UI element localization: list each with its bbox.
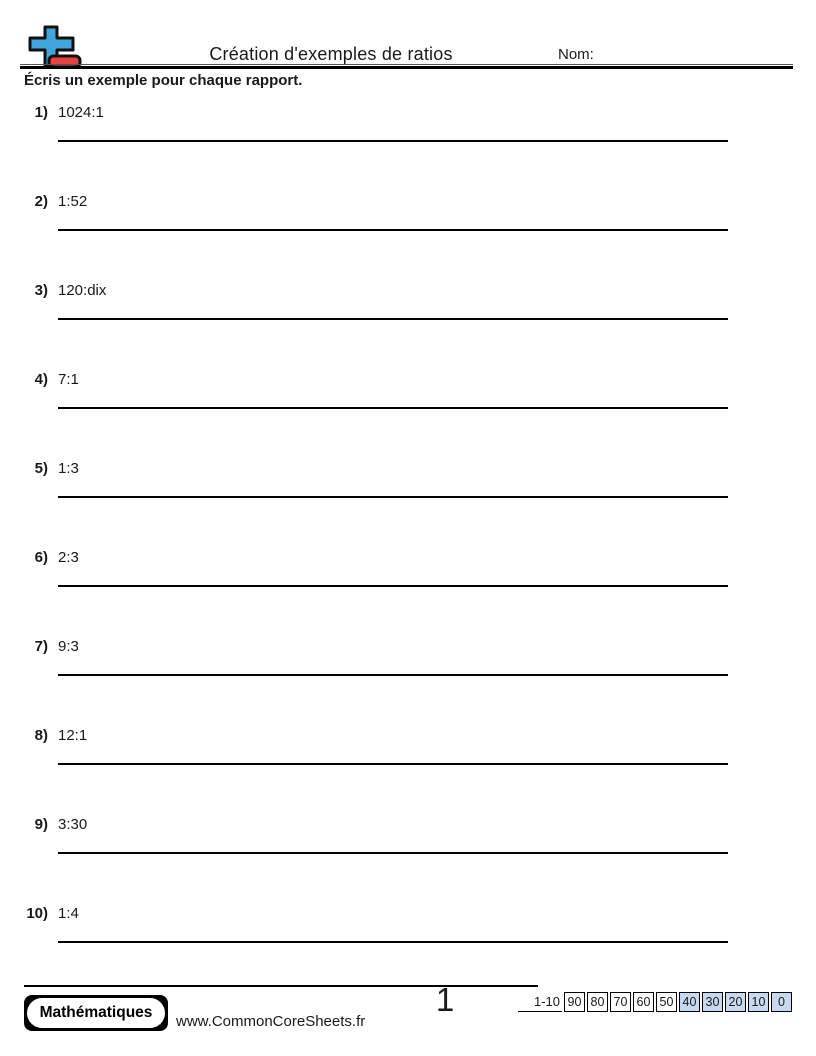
- problem-number: 2): [34, 193, 48, 210]
- problem-10: [0, 905, 816, 965]
- problem-5: [0, 460, 816, 520]
- problem-1: [0, 104, 816, 164]
- answer-line: [58, 407, 728, 409]
- problem-number: 3): [34, 282, 48, 299]
- problem-number: 5): [34, 460, 48, 477]
- answer-line: [58, 674, 728, 676]
- problem-ratio: 3:30: [58, 816, 88, 833]
- score-cell: 0: [771, 992, 792, 1012]
- problem-number: 6): [34, 549, 48, 566]
- problem-number: 8): [34, 727, 48, 744]
- problem-ratio: 9:3: [58, 638, 79, 655]
- problem-number: 9): [34, 816, 48, 833]
- problem-ratio: 1:4: [58, 905, 79, 922]
- problem-number: 1): [34, 104, 48, 121]
- score-cell: 40: [679, 992, 700, 1012]
- answer-line: [58, 852, 728, 854]
- score-range-label: 1-10: [518, 992, 562, 1012]
- score-table: [564, 992, 792, 1012]
- website-url: www.CommonCoreSheets.fr: [176, 1013, 366, 1030]
- score-cell: 50: [656, 992, 677, 1012]
- score-cell: 10: [748, 992, 769, 1012]
- header-rule-thick: [20, 66, 793, 69]
- answer-line: [58, 318, 728, 320]
- problem-ratio: 1:3: [58, 460, 79, 477]
- problem-ratio: 120:dix: [58, 282, 107, 299]
- answer-line: [58, 496, 728, 498]
- subject-badge: [24, 995, 168, 1031]
- problem-4: [0, 371, 816, 431]
- score-cell: 60: [633, 992, 654, 1012]
- problem-ratio: 7:1: [58, 371, 79, 388]
- problem-9: [0, 816, 816, 876]
- problem-8: [0, 727, 816, 787]
- page-number: 1: [435, 981, 455, 1018]
- problem-2: [0, 193, 816, 253]
- answer-line: [58, 941, 728, 943]
- problem-3: [0, 282, 816, 342]
- answer-line: [58, 229, 728, 231]
- score-cell: 30: [702, 992, 723, 1012]
- problem-ratio: 12:1: [58, 727, 88, 744]
- score-cell: 70: [610, 992, 631, 1012]
- subject-badge-label: Mathématiques: [27, 998, 165, 1028]
- problem-7: [0, 638, 816, 698]
- answer-line: [58, 140, 728, 142]
- name-label: Nom:: [558, 46, 594, 63]
- page-title: Création d'exemples de ratios: [209, 44, 453, 64]
- problem-ratio: 1:52: [58, 193, 88, 210]
- instruction-text: Écris un exemple pour chaque rapport.: [24, 72, 303, 89]
- problem-ratio: 2:3: [58, 549, 79, 566]
- problem-number: 10): [26, 905, 48, 922]
- score-cell: 80: [587, 992, 608, 1012]
- problem-6: [0, 549, 816, 609]
- problem-number: 7): [34, 638, 48, 655]
- problem-ratio: 1024:1: [58, 104, 104, 121]
- problem-number: 4): [34, 371, 48, 388]
- score-cell: 20: [725, 992, 746, 1012]
- score-cell: 90: [564, 992, 585, 1012]
- answer-line: [58, 585, 728, 587]
- header-rule-thin: [20, 64, 793, 65]
- answer-line: [58, 763, 728, 765]
